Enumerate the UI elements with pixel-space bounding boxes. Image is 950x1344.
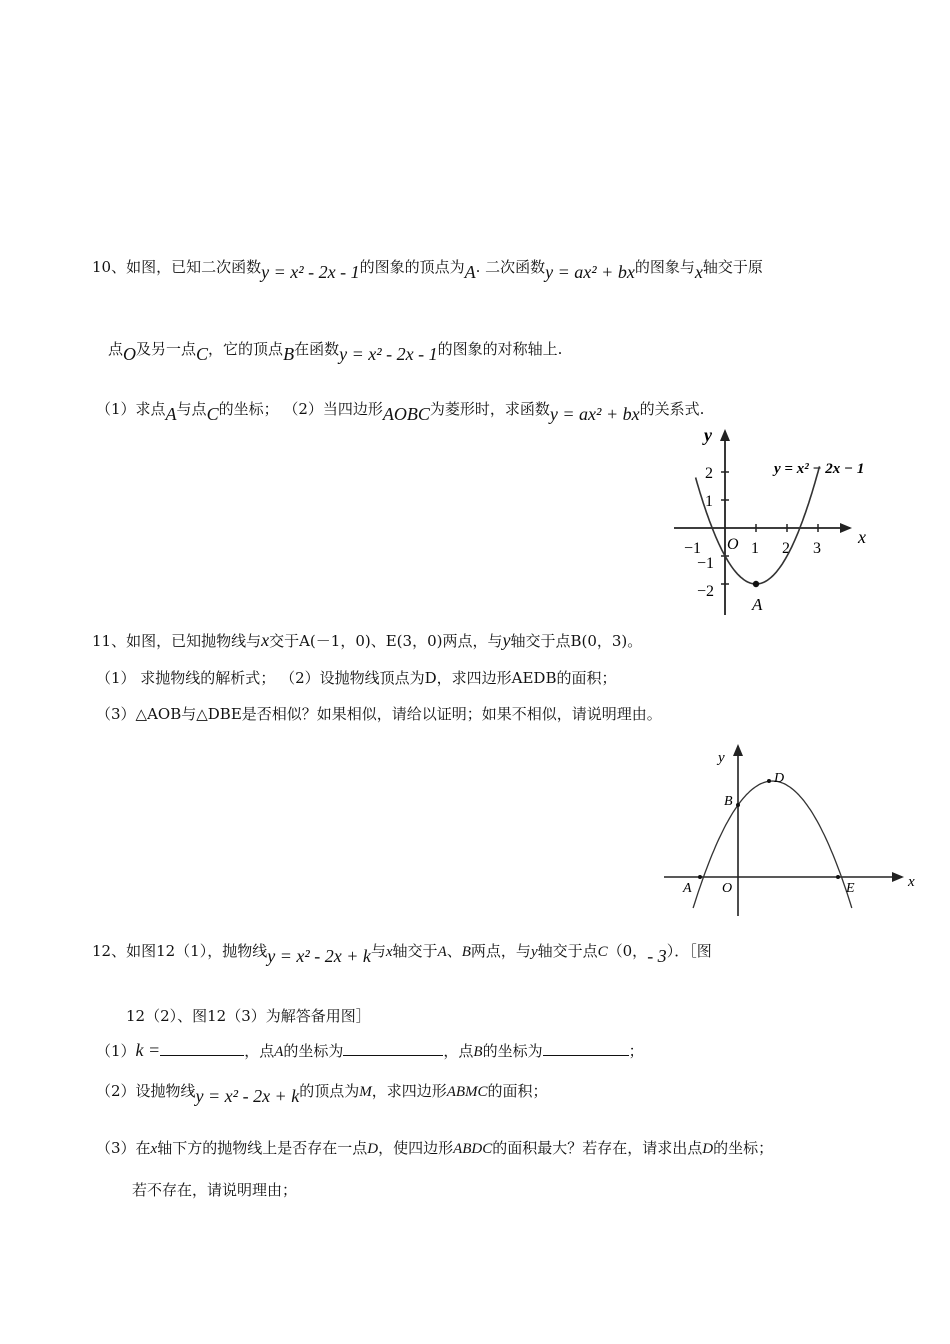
q12-text: 轴交于点 (537, 942, 598, 960)
q11-line-2 (96, 668, 616, 688)
q12-text: 、 (446, 942, 462, 960)
q10-text: 轴交于原 (702, 258, 763, 276)
q12-text: ）．［图 (666, 942, 712, 960)
point-A-label: A (165, 404, 177, 424)
curve-equation-label: y = x² − 2x − 1 (774, 461, 865, 477)
point-E (836, 875, 840, 879)
q12-line-2 (126, 1006, 371, 1026)
y-axis-label: y (718, 750, 725, 766)
q10-text: 的关系式. (639, 400, 705, 418)
tick-label-y: 2 (705, 465, 713, 482)
tick-label-x: −1 (684, 540, 702, 557)
q12-text: 的坐标； (713, 1139, 774, 1157)
point-B-label: B (283, 344, 295, 364)
q12-text: 12、如图12（1），抛物线 (92, 942, 268, 960)
vertex-A-label: A (752, 595, 763, 614)
point-E-label: E (846, 881, 855, 896)
y-variable: y (502, 630, 511, 650)
q10-equation-1: y = x² - 2x - 1 (261, 262, 360, 282)
q10-equation-1: y = x² - 2x - 1 (339, 344, 438, 364)
q12-text: 的顶点为 (299, 1082, 360, 1100)
quadrilateral-ABMC: ABMC (446, 1084, 488, 1100)
q10-text: 与点 (176, 400, 207, 418)
q10-text: 在函数 (294, 340, 340, 358)
k-equation: k = (135, 1040, 161, 1060)
point-A-label: A (464, 262, 476, 282)
q12-text: ； (628, 1042, 644, 1060)
q10-line-2 (108, 338, 563, 364)
q10-text: 的图象的顶点为 (359, 258, 465, 276)
q10-text: ，它的顶点 (208, 340, 284, 358)
point-B (736, 803, 740, 807)
point-M-label: M (359, 1084, 372, 1100)
q10-text: 点 (108, 340, 124, 358)
q12-text: 轴交于 (392, 942, 438, 960)
tick-label-y: 1 (705, 493, 713, 510)
q11-text: 轴交于点B(0，3)。 (510, 632, 643, 650)
point-C-label: C (206, 404, 219, 424)
q12-text: 与 (370, 942, 386, 960)
point-A-label: A (683, 881, 692, 896)
q10-text: 为菱形时，求函数 (429, 400, 550, 418)
point-C-label: C (196, 344, 209, 364)
q12-text: （3）在 (96, 1139, 151, 1157)
q10-text: 及另一点 (136, 340, 197, 358)
point-A (698, 875, 702, 879)
q12-text: 的坐标为 (482, 1042, 543, 1060)
q12-text: ，点 (244, 1042, 275, 1060)
q12-equation: y = x² - 2x + k (195, 1086, 300, 1106)
tick-label-y: −2 (697, 583, 715, 600)
q12-part-3-cont (132, 1180, 297, 1200)
q11-text: 交于A(－1，0)、E(3，0)两点，与 (269, 632, 503, 650)
q12-equation: y = x² - 2x + k (267, 946, 371, 966)
negative-three: - 3 (647, 946, 667, 966)
q11-line-3 (96, 704, 662, 724)
q12-text: 若不存在，请说明理由； (132, 1181, 298, 1199)
point-B-answer-blank[interactable] (543, 1041, 629, 1056)
q12-part-1 (96, 1040, 644, 1062)
y-axis-label: y (704, 425, 712, 445)
origin-label: O (722, 881, 733, 896)
q11-text: （1） 求抛物线的解析式； （2）设抛物线顶点为D，求四边形AEDB的面积； (96, 669, 617, 687)
point-D (767, 779, 771, 783)
point-B-label: B (473, 1044, 483, 1060)
tick-label-x: 2 (782, 540, 790, 557)
x-axis-label: x (908, 874, 915, 890)
x-axis-arrow (892, 872, 904, 882)
q12-text: ，点 (443, 1042, 474, 1060)
k-answer-blank[interactable] (160, 1041, 244, 1056)
point-C-label: C (597, 944, 608, 960)
point-A-label: A (437, 944, 447, 960)
q12-text: 的面积； (487, 1082, 548, 1100)
parabola-curve (696, 466, 820, 584)
y-variable: y (530, 944, 538, 960)
q10-text: 的图象与 (634, 258, 695, 276)
quadrilateral-AOBC: AOBC (382, 404, 430, 424)
q12-part-2 (96, 1080, 548, 1106)
tick-label-y: −1 (697, 555, 715, 572)
point-B-label: B (724, 794, 733, 809)
tick-label-x: 3 (813, 540, 821, 557)
point-B-label: B (461, 944, 471, 960)
q10-equation-2: y = ax² + bx (545, 262, 635, 282)
q12-text: 轴下方的抛物线上是否存在一点 (157, 1139, 368, 1157)
q11-graph (662, 740, 922, 920)
q12-text: （1） (96, 1042, 136, 1060)
q12-part-3 (96, 1138, 773, 1159)
q12-text: 两点，与 (470, 942, 531, 960)
point-D-label: D (774, 771, 785, 786)
q12-text: （2）设抛物线 (96, 1082, 196, 1100)
x-variable: x (694, 262, 703, 282)
q10-text: 的图象的对称轴上. (437, 340, 563, 358)
quadrilateral-ABDC: ABDC (453, 1141, 493, 1157)
q10-text: 10、如图，已知二次函数 (92, 258, 262, 276)
y-axis-arrow (733, 744, 743, 756)
q12-text: 12（2）、图12（3）为解答备用图］ (126, 1007, 371, 1025)
q12-text: 的坐标为 (283, 1042, 344, 1060)
q11-text: 11、如图，已知抛物线与 (92, 632, 262, 650)
q10-text: 的坐标； （2）当四边形 (218, 400, 383, 418)
x-variable: x (150, 1141, 158, 1157)
y-axis-arrow (720, 429, 730, 441)
point-A-label: A (274, 1044, 284, 1060)
point-D-label: D (702, 1141, 714, 1157)
q11-line-1 (92, 630, 642, 651)
q11-text: （3）△AOB与△DBE是否相似？如果相似，请给以证明；如果不相似，请说明理由。 (96, 705, 662, 723)
vertex-A-point (753, 581, 759, 587)
x-axis-label: x (858, 527, 866, 547)
q12-line-1 (92, 940, 712, 966)
q10-graph (672, 425, 882, 625)
q10-line-1 (92, 256, 763, 282)
point-O-label: O (123, 344, 137, 364)
tick-label-x: 1 (751, 540, 759, 557)
q10-equation-2: y = ax² + bx (549, 404, 640, 424)
q10-text: （1）求点 (96, 400, 166, 418)
x-axis-arrow (840, 523, 852, 533)
x-variable: x (385, 944, 393, 960)
parabola-curve (693, 781, 852, 908)
q10-line-3 (96, 398, 705, 424)
q10-text: . 二次函数 (475, 258, 546, 276)
point-A-answer-blank[interactable] (343, 1041, 443, 1056)
origin-label: O (727, 536, 739, 553)
point-D-label: D (367, 1141, 379, 1157)
q12-text: ，求四边形 (371, 1082, 447, 1100)
q12-text: （0， (607, 942, 648, 960)
q12-text: 的面积最大？若存在，请求出点 (492, 1139, 703, 1157)
x-variable: x (261, 630, 270, 650)
q12-text: ，使四边形 (378, 1139, 454, 1157)
